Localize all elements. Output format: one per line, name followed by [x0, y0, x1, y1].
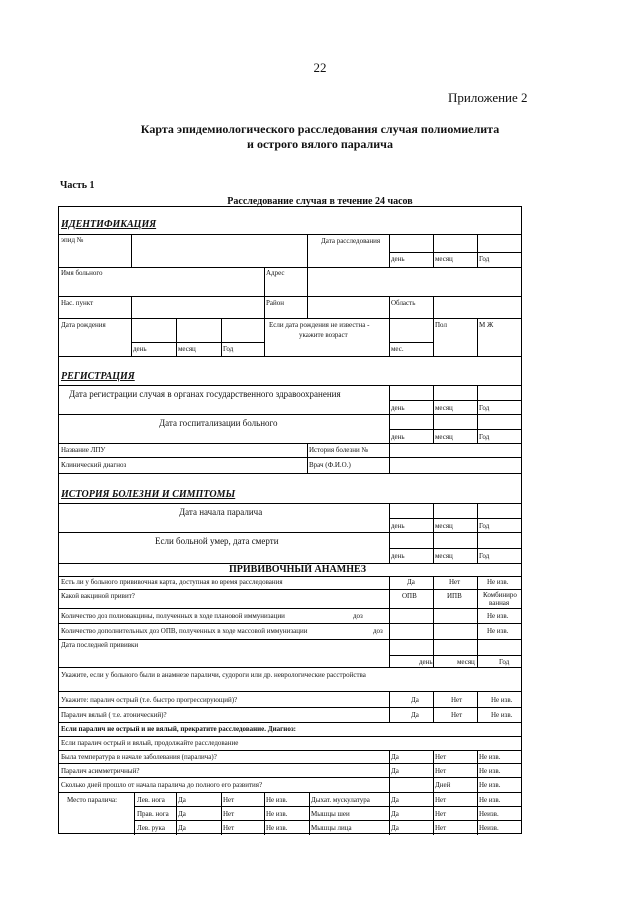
stop-note: Если паралич не острый и не вялый, прекратите расследование. Диагноз: — [61, 725, 296, 733]
asym-yes: Да — [391, 767, 399, 775]
neuro-history-question: Укажите, если у больного были в анамнезе параличи, судороги или др. неврологические расстройства — [61, 671, 366, 679]
locality-label: Нас. пункт — [61, 299, 94, 307]
subtitle: Расследование случая в течение 24 часов — [227, 196, 413, 207]
days-question: Сколько дней прошло от начала паралича до полного его развития? — [61, 781, 263, 789]
flaccid-yes: Да — [411, 711, 419, 719]
left-leg-yes: Да — [178, 796, 186, 804]
face-muscles-label: Мышцы лица — [311, 824, 352, 832]
mass-doses-unit: доз — [373, 627, 383, 635]
asym-unknown: Не изв. — [479, 767, 501, 775]
face-no: Нет — [435, 824, 447, 832]
reg-month-label: месяц — [435, 404, 453, 412]
birth-month-label: месяц — [178, 345, 196, 353]
last-vacc-month: месяц — [457, 658, 475, 666]
last-vaccination-label: Дата последней прививки — [61, 641, 139, 649]
card-unknown: Не изв. — [487, 578, 509, 586]
part-label: Часть 1 — [60, 180, 95, 191]
fever-no: Нет — [435, 753, 447, 761]
hospitalization-date-label: Дата госпитализации больного — [159, 418, 278, 428]
hosp-month-label: месяц — [435, 433, 453, 441]
epid-label: эпид № — [61, 236, 84, 244]
birth-day-label: день — [133, 345, 147, 353]
last-vacc-day: день — [419, 658, 433, 666]
death-month-label: месяц — [435, 552, 453, 560]
paralysis-onset-label: Дата начала паралича — [179, 507, 263, 517]
right-leg-label: Прав. нога — [137, 810, 169, 818]
section-identification: ИДЕНТИФИКАЦИЯ — [61, 219, 157, 230]
acute-yes: Да — [411, 696, 419, 704]
paralysis-location-label: Место паралича: — [67, 796, 118, 804]
flaccid-question: Паралич вялый ( т.е. атонический)? — [61, 711, 167, 719]
right-leg-unknown: Не изв. — [266, 810, 288, 818]
face-yes: Да — [391, 824, 399, 832]
neck-yes: Да — [391, 810, 399, 818]
resp-no: Нет — [435, 796, 447, 804]
reg-year-label: Год — [479, 404, 490, 412]
address-label: Адрес — [266, 269, 285, 277]
left-leg-no: Нет — [223, 796, 235, 804]
flaccid-unknown: Не изв. — [491, 711, 513, 719]
card-yes: Да — [407, 578, 415, 586]
investigation-date-label: Дата расследования — [321, 237, 381, 245]
registration-date-label: Дата регистрации случая в органах государственного здравоохранения — [69, 389, 341, 399]
days-label: Дней — [435, 781, 451, 789]
vaccine-type-question: Какой вакциной привит? — [61, 592, 135, 600]
age-note-1: Если дата рождения не известна - — [269, 321, 370, 329]
document-title — [60, 122, 580, 152]
history-number-label: История болезни № — [309, 446, 369, 454]
hosp-day-label: день — [391, 433, 405, 441]
card-no: Нет — [449, 578, 461, 586]
left-arm-unknown: Не изв. — [266, 824, 288, 832]
fever-question: Была температура в начале заболевания (паралича)? — [61, 753, 217, 761]
title-line-2: и острого вялого паралича — [247, 137, 393, 151]
sex-label: Пол — [435, 321, 447, 329]
lpu-label: Название ЛПУ — [61, 446, 106, 454]
left-leg-unknown: Не изв. — [266, 796, 288, 804]
left-arm-label: Лев. рука — [137, 824, 165, 832]
death-year-label: Год — [479, 552, 490, 560]
last-vacc-year: Год — [499, 658, 510, 666]
fever-yes: Да — [391, 753, 399, 761]
neck-unknown: Неизв. — [479, 810, 499, 818]
page-number: 22 — [313, 60, 327, 75]
mass-doses-label: Количество дополнительных доз ОПВ, полученных в ходе массовой иммунизации — [61, 627, 308, 635]
hosp-year-label: Год — [479, 433, 490, 441]
left-arm-no: Нет — [223, 824, 235, 832]
onset-year-label: Год — [479, 522, 490, 530]
investigation-form — [58, 206, 522, 834]
planned-doses-unit: доз — [353, 612, 363, 620]
birth-year-label: Год — [223, 345, 234, 353]
right-leg-yes: Да — [178, 810, 186, 818]
clinical-diagnosis-label: Клинический диагноз — [61, 461, 127, 469]
combined-option-1: Комбиниро — [483, 591, 517, 599]
fever-unknown: Не изв. — [479, 753, 501, 761]
acute-question: Укажите: паралич острый (т.е. быстро прогрессирующий)? — [61, 696, 238, 704]
left-leg-label: Лев. нога — [137, 796, 165, 804]
region-label: Область — [391, 299, 416, 307]
death-day-label: день — [391, 552, 405, 560]
vacc-card-question: Есть ли у больного прививочная карта, доступная во время расследования — [61, 578, 283, 586]
combined-option-2: ванная — [489, 599, 510, 607]
mass-unknown: Не изв. — [487, 627, 509, 635]
ipv-option: ИПВ — [447, 592, 462, 600]
planned-unknown: Не изв. — [487, 612, 509, 620]
right-leg-no: Нет — [223, 810, 235, 818]
patient-name-label: Имя больного — [61, 269, 103, 277]
asymmetric-question: Паралич асимметричный? — [61, 767, 140, 775]
acute-unknown: Не изв. — [491, 696, 513, 704]
resp-muscles-label: Дыхат. мускулатура — [311, 796, 370, 804]
acute-no: Нет — [451, 696, 463, 704]
inv-day-label: день — [391, 255, 405, 263]
section-vaccination: ПРИВИВОЧНЫЙ АНАМНЕЗ — [229, 564, 367, 575]
opv-option: ОПВ — [402, 592, 417, 600]
age-note-2: укажите возраст — [299, 331, 348, 339]
continue-note: Если паралич острый и вялый, продолжайте расследование — [61, 739, 239, 747]
doctor-label: Врач (Ф.И.О.) — [309, 461, 351, 469]
onset-month-label: месяц — [435, 522, 453, 530]
reg-day-label: день — [391, 404, 405, 412]
district-label: Район — [266, 299, 284, 307]
sex-options: М Ж — [479, 321, 494, 329]
appendix-label: Приложение 2 — [448, 90, 528, 105]
section-history: ИСТОРИЯ БОЛЕЗНИ И СИМПТОМЫ — [61, 489, 236, 500]
death-date-label: Если больной умер, дата смерти — [155, 536, 279, 546]
neck-no: Нет — [435, 810, 447, 818]
age-month-label: мес. — [391, 345, 404, 353]
divider — [59, 234, 521, 235]
birth-date-label: Дата рождения — [61, 321, 106, 329]
face-unknown: Неизв. — [479, 824, 499, 832]
title-line-1: Карта эпидемиологического расследования случая полиомиелита — [140, 122, 500, 136]
onset-day-label: день — [391, 522, 405, 530]
inv-year-label: Год — [479, 255, 490, 263]
inv-month-label: месяц — [435, 255, 453, 263]
flaccid-no: Нет — [451, 711, 463, 719]
resp-yes: Да — [391, 796, 399, 804]
section-registration: РЕГИСТРАЦИЯ — [61, 371, 135, 382]
asym-no: Нет — [435, 767, 447, 775]
planned-doses-label: Количество доз полиовакцины, полученных в ходе плановой иммунизации — [61, 612, 285, 620]
left-arm-yes: Да — [178, 824, 186, 832]
days-unknown: Не изв. — [479, 781, 501, 789]
resp-unknown: Не изв. — [479, 796, 501, 804]
neck-muscles-label: Мышцы шеи — [311, 810, 350, 818]
